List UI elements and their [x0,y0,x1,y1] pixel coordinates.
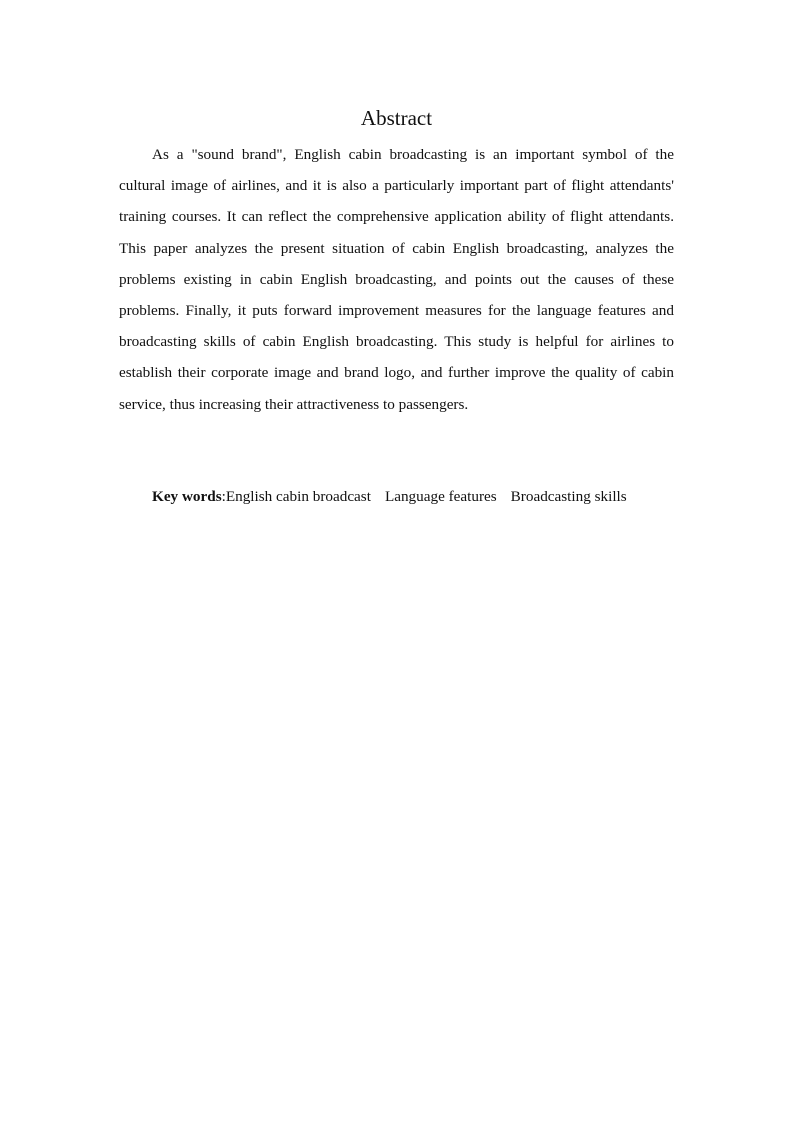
keyword-item: English cabin broadcast [225,488,371,505]
keywords-label: Key words [152,488,222,505]
keyword-item: Broadcasting skills [510,488,627,505]
keyword-item: Language features [384,488,497,505]
keywords-line [152,482,692,512]
keywords-separator: : [221,488,226,505]
abstract-heading: Abstract [360,106,433,130]
abstract-paragraph: As a "sound brand", English cabin broadcasting is an important symbol of the cultural image of airlines, and it is also a particularly important part of flight attendants' training courses. It can reflect the comprehensive application ability of flight attendants. This paper analyzes the present situation of cabin English broadcasting, analyzes the problems existing in cabin English broadcasting, and points out the causes of these problems. Finally, it puts forward improvement measures for the language features and broadcasting skills of cabin English broadcasting. This study is helpful for airlines to establish their corporate image and brand logo, and further improve the quality of cabin service, thus increasing their attractiveness to passengers. [119,146,674,413]
